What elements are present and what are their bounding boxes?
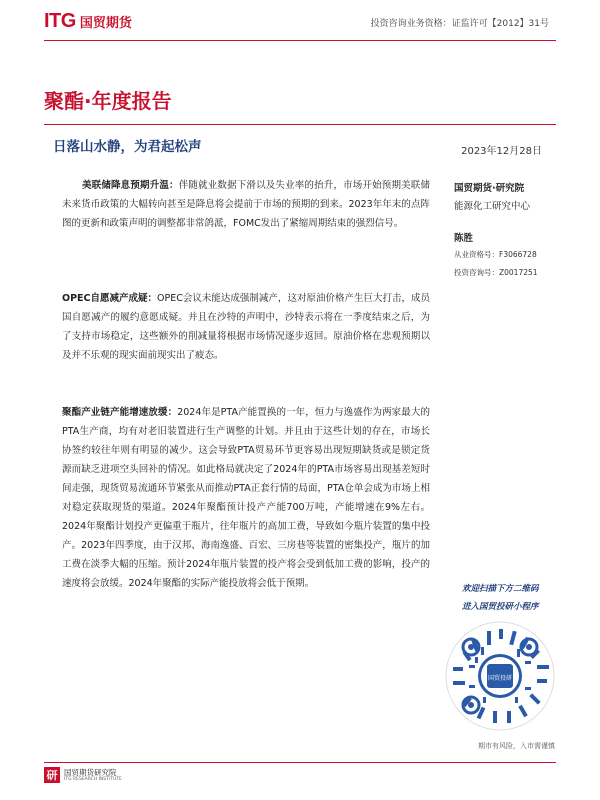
risk-notice: 期市有风险，入市需谨慎	[478, 742, 555, 750]
section-opec	[62, 289, 430, 365]
footer-org-name: 国贸期货研究院	[64, 768, 117, 777]
report-subtitle: 日落山水静，为君起松声	[53, 139, 202, 155]
analyst-license-1: 从业资格号：F3066728	[454, 250, 537, 259]
sidebar-org: 国贸期货·研究院	[454, 183, 525, 194]
report-date: 2023年12月28日	[461, 146, 542, 157]
qr-center-label: 国贸投研	[487, 675, 512, 682]
company-logo	[44, 8, 132, 34]
title-divider	[44, 124, 556, 125]
logo-itg-text: ITG	[44, 9, 76, 32]
footer-mark-icon: 研	[44, 767, 60, 783]
sidebar-dept: 能源化工研究中心	[454, 201, 531, 212]
section-heading: OPEC自愿减产成疑：	[62, 293, 158, 304]
section-text: 2024年是PTA产能置换的一年，恒力与逸盛作为两家最大的PTA生产商，均有对老旧装置进行生产调整的计划。并且由于这些计划的存在，市场长协签约较往年则有明显的减少。这会导致PTA贸易环节更容易出现短期缺货或是锁定货源而缺乏进项空头回补的情况。如此格局就决定了2024年的PTA市场容易出现基差短时间走强，现货贸易流通环节紧张从而推动PTA正套行情的局面，PTA仓单会成为市场上相对稳定获取现货的渠道。2024年聚酯预计投产产能700万吨，产能增速在9%左右。2024年聚酯计划投产更偏重于瓶片，往年瓶片的高加工费，导致如今瓶片装置的集中投产。2023年四季度，由于汉邦、海南逸盛、百宏、三房巷等装置的密集投产，瓶片的加工费在淡季大幅的压缩。预计2024年瓶片装置的投产将会受到低加工费的影响，投产的速度将会放缓。2024年聚酯的实际产能投放将会低于预期。	[62, 407, 430, 589]
logo-company-name: 国贸期货	[79, 15, 132, 31]
section-text: 伴随就业数据下滑以及失业率的抬升，市场开始预期美联储未来货币政策的大幅转向甚至是降息将会提前于市场的预期的到来。2023年年末的点阵图的更新和政策声明的调整都非常鸽派，FOMC发出了紧缩周期结束的强烈信号。	[62, 180, 430, 229]
qr-caption-2: 进入国贸投研小程序	[462, 602, 539, 612]
analyst-name: 陈胜	[454, 233, 474, 244]
section-heading: 美联储降息预期升温：	[82, 180, 179, 191]
license-text: 投资咨询业务资格：证监许可【2012】31号	[370, 19, 549, 29]
header-divider	[44, 40, 556, 41]
footer-logo	[44, 767, 122, 783]
section-polyester	[62, 403, 430, 593]
section-fed	[62, 176, 430, 233]
section-text: OPEC会议未能达成强制减产，这对原油价格产生巨大打击，成员国自愿减产的履约意愿成疑。并且在沙特的声明中，沙特表示将在一季度结束之后，为了支持市场稳定，这些额外的削减量将根据市场情况逐步返回。原油价格在悲观预期以及并不乐观的现实面前现实出了疲态。	[62, 293, 430, 361]
footer-org-en: ITG RESEARCH INSTITUTE	[64, 777, 122, 782]
qr-caption-1: 欢迎扫描下方二维码	[462, 584, 539, 594]
footer-divider	[44, 762, 556, 763]
analyst-license-2: 投资咨询号：Z0017251	[454, 268, 538, 277]
report-title: 聚酯·年度报告	[44, 89, 172, 113]
mini-program-qr-code[interactable]	[445, 621, 555, 731]
section-heading: 聚酯产业链产能增速放缓：	[62, 407, 178, 418]
